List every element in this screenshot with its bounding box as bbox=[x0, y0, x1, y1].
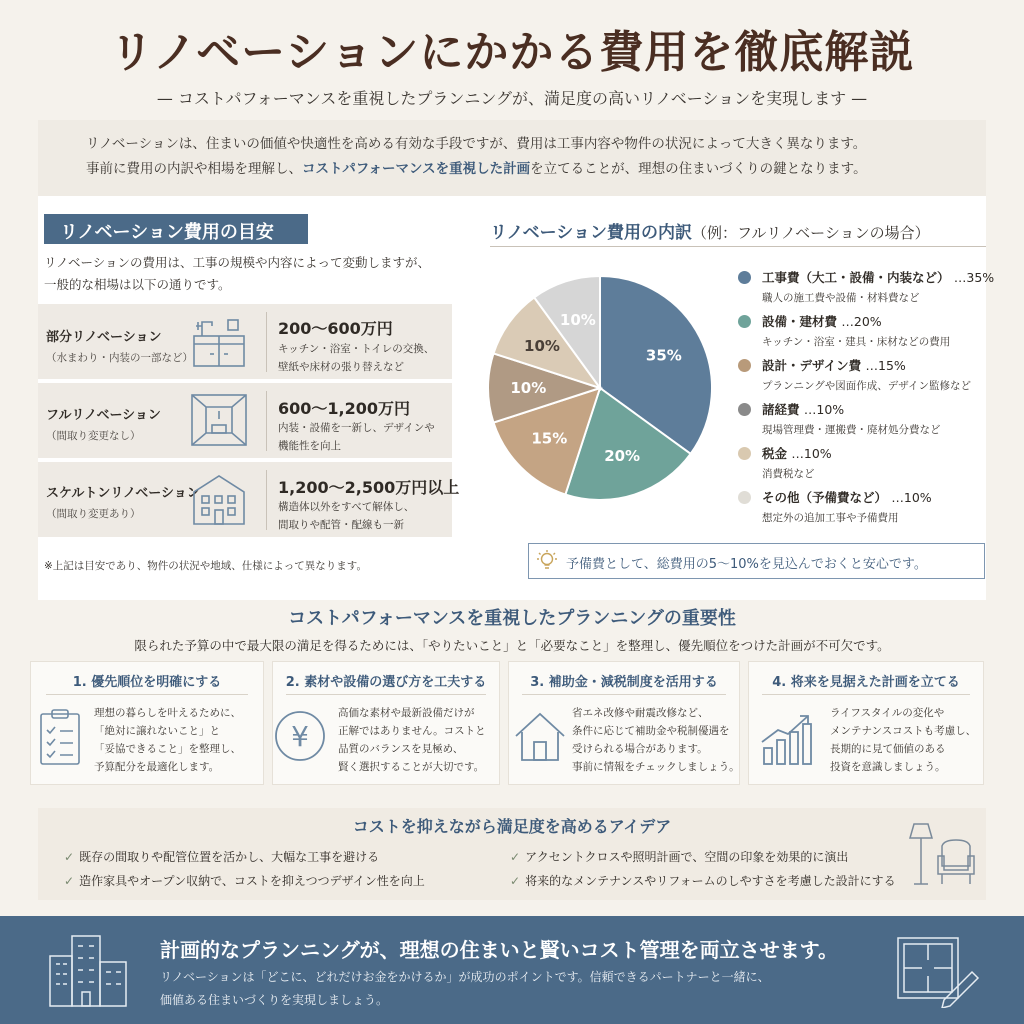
legend-dot bbox=[738, 447, 751, 460]
cost-guide-desc-line-2: 一般的な相場は以下の通りです。 bbox=[44, 277, 231, 292]
legend-dot bbox=[738, 403, 751, 416]
idea-item bbox=[64, 870, 425, 889]
idea-item bbox=[64, 846, 379, 865]
cost-row-desc-line-1: 構造体以外をすべて解体し、 bbox=[278, 501, 415, 513]
cost-row-divider bbox=[266, 391, 267, 451]
cost-row-divider bbox=[266, 312, 267, 372]
legend-item-sub: プランニングや図面作成、デザイン監修など bbox=[762, 380, 972, 392]
cost-row-desc-line-1: キッチン・浴室・トイレの交換、 bbox=[278, 343, 435, 355]
legend-item-name bbox=[762, 488, 932, 506]
page-title: リノベーションにかかる費用を徹底解説 bbox=[109, 27, 915, 78]
checklist-icon bbox=[38, 708, 82, 768]
check-icon: ✓ bbox=[510, 874, 521, 888]
pie-chart bbox=[482, 270, 718, 506]
legend-item-name bbox=[762, 356, 906, 374]
intro-line-2b: を立てることが、理想の住まいづくりの鍵となります。 bbox=[530, 161, 867, 177]
lamp-chair-icon bbox=[906, 822, 978, 888]
idea-text: 既存の間取りや配管位置を活かし、大幅な工事を避ける bbox=[79, 850, 380, 864]
yen-coin-icon bbox=[272, 708, 328, 764]
card-divider bbox=[286, 694, 486, 695]
legend-item-name bbox=[762, 268, 994, 286]
pie-label-5: 10% bbox=[559, 310, 596, 329]
footer-title: 計画的なプランニングが、理想の住まいと賢いコスト管理を両立させます。 bbox=[160, 938, 838, 962]
card-text-line: 事前に情報をチェックしましょう。 bbox=[572, 761, 740, 773]
house-icon bbox=[512, 708, 568, 764]
cost-row-note: （間取り変更あり） bbox=[46, 508, 141, 520]
card-text-line: 投資を意識しましょう。 bbox=[830, 761, 946, 773]
card-text-line: 正解ではありません。コストと bbox=[338, 725, 486, 737]
yen-symbol: ¥ bbox=[291, 720, 309, 753]
cost-row-desc-line-2: 機能性を向上 bbox=[278, 440, 341, 452]
card-text-line: 賢く選択することが大切です。 bbox=[338, 761, 485, 773]
growth-chart-icon bbox=[758, 708, 818, 768]
planning-title: コストパフォーマンスを重視したプランニングの重要性 bbox=[288, 608, 736, 629]
cost-guide-desc bbox=[44, 252, 454, 296]
card-divider bbox=[762, 694, 970, 695]
card-title: 1. 優先順位を明確にする bbox=[72, 675, 222, 690]
footer-text-line-1: リノベーションは「どこに、どれだけお金をかけるか」が成功のポイントです。信頼できるパートナーと一緒に、 bbox=[160, 970, 770, 984]
cost-guide-desc-line-1: リノベーションの費用は、工事の規模や内容によって変動しますが、 bbox=[44, 255, 431, 270]
legend-name: 設備・建材費 bbox=[762, 314, 838, 329]
page-subtitle: — コストパフォーマンスを重視したプランニングが、満足度の高いリノベーションを実現します — bbox=[156, 89, 868, 108]
legend-dot bbox=[738, 359, 751, 372]
card-divider bbox=[522, 694, 726, 695]
cost-row-name: 部分リノベーション bbox=[46, 330, 162, 345]
pie-label-2: 15% bbox=[531, 429, 568, 448]
legend-item-sub: 消費税など bbox=[762, 468, 815, 480]
card-text-line: 品質のバランスを見極め、 bbox=[338, 743, 464, 755]
intro-line-2a: 事前に費用の内訳や相場を理解し、 bbox=[86, 161, 302, 177]
cost-row-desc bbox=[278, 340, 434, 376]
idea-item bbox=[510, 846, 848, 865]
cost-row-name: スケルトンリノベーション bbox=[46, 486, 200, 501]
legend-name: 工事費（大工・設備・内装など） bbox=[762, 270, 950, 285]
card-text-line: 理想の暮らしを叶えるために、 bbox=[94, 707, 241, 719]
ideas-title: コストを抑えながら満足度を高めるアイデア bbox=[352, 817, 672, 836]
card-text-line: 「妥協できること」を整理し、 bbox=[94, 743, 241, 755]
cost-row-desc-line-2: 壁紙や床材の張り替えなど bbox=[278, 361, 404, 373]
legend-item-sub: キッチン・浴室・建具・床材などの費用 bbox=[762, 336, 951, 348]
legend-value: …10% bbox=[891, 490, 932, 505]
intro-line-2 bbox=[86, 157, 966, 182]
legend-dot bbox=[738, 271, 751, 284]
planning-desc: 限られた予算の中で最大限の満足を得るためには、「やりたいこと」と「必要なこと」を整理し、優先順位をつけた計画が不可欠です。 bbox=[134, 638, 890, 653]
legend-item-sub: 現場管理費・運搬費・廃材処分費など bbox=[762, 424, 941, 436]
legend-item-name bbox=[762, 312, 882, 330]
legend-name: 設計・デザイン費 bbox=[762, 358, 862, 373]
cost-row-desc-line-1: 内装・設備を一新し、デザインや bbox=[278, 422, 435, 434]
card-text-line: ライフスタイルの変化や bbox=[830, 707, 945, 719]
intro-highlight: コストパフォーマンスを重視した計画 bbox=[302, 161, 531, 177]
card-text-line: 長期的に見て価値のある bbox=[830, 743, 946, 755]
legend-item-sub: 想定外の追加工事や予備費用 bbox=[762, 512, 899, 524]
cost-row-name: フルリノベーション bbox=[46, 408, 161, 423]
cost-row-desc bbox=[278, 498, 414, 534]
lightbulb-icon bbox=[536, 549, 558, 573]
floor-plan-pencil-icon bbox=[894, 934, 980, 1008]
card-divider bbox=[46, 694, 248, 695]
tip-text: 予備費として、総費用の5〜10%を見込んでおくと安心です。 bbox=[566, 557, 927, 572]
idea-text: アクセントクロスや照明計画で、空間の印象を効果的に演出 bbox=[525, 850, 849, 864]
legend-value: …35% bbox=[953, 270, 995, 285]
card-title: 3. 補助金・減税制度を活用する bbox=[530, 675, 718, 690]
legend-name: 諸経費 bbox=[762, 402, 800, 417]
legend-dot bbox=[738, 491, 751, 504]
card-text bbox=[338, 704, 486, 776]
legend-value: …15% bbox=[865, 358, 906, 373]
cost-row-note: （水まわり・内装の一部など） bbox=[46, 352, 193, 364]
breakdown-title-note: （例：フルリノベーションの場合） bbox=[691, 224, 930, 242]
card-title: 2. 素材や設備の選び方を工夫する bbox=[285, 675, 487, 690]
legend-item-name bbox=[762, 444, 832, 462]
card-title: 4. 将来を見据えた計画を立てる bbox=[772, 675, 960, 690]
intro-box bbox=[38, 120, 986, 196]
cost-guide-footnote: ※上記は目安であり、物件の状況や地域、仕様によって異なります。 bbox=[44, 560, 367, 572]
breakdown-title-main: リノベーション費用の内訳 bbox=[490, 223, 692, 243]
cost-row-desc-line-2: 間取りや配管・配線も一新 bbox=[278, 519, 404, 531]
card-text-line: メンテナンスコストも考慮し、 bbox=[830, 725, 977, 737]
idea-text: 将来的なメンテナンスやリフォームのしやすさを考慮した設計にする bbox=[525, 874, 896, 888]
intro-line-1: リノベーションは、住まいの価値や快適性を高める有効な手段ですが、費用は工事内容や物件の状況によって大きく異なります。 bbox=[86, 136, 867, 152]
kitchen-icon bbox=[188, 310, 250, 372]
check-icon: ✓ bbox=[64, 850, 75, 864]
card-text-line: 予算配分を最適化します。 bbox=[94, 761, 220, 773]
buildings-icon bbox=[46, 932, 130, 1008]
idea-item bbox=[510, 870, 896, 889]
cost-row-price: 600〜1,200万円 bbox=[278, 399, 411, 418]
pie-label-1: 20% bbox=[604, 447, 641, 466]
card-text-line: 条件に応じて補助金や税制優遇を bbox=[572, 725, 730, 737]
footer-text-line-2: 価値ある住まいづくりを実現しましょう。 bbox=[160, 993, 389, 1007]
legend-value: …10% bbox=[803, 402, 845, 417]
cost-row-price: 1,200〜2,500万円以上 bbox=[278, 478, 460, 497]
legend-name: 税金 bbox=[762, 446, 788, 461]
pie-label-3: 10% bbox=[510, 379, 547, 397]
card-text bbox=[830, 704, 976, 776]
breakdown-title bbox=[490, 218, 930, 243]
room-interior-icon bbox=[188, 389, 250, 451]
pie-label-4: 10% bbox=[524, 336, 560, 355]
card-text-line: 受けられる場合があります。 bbox=[572, 743, 708, 755]
card-text-line: 「絶対に譲れないこと」と bbox=[94, 725, 220, 737]
legend-item-sub: 職人の施工費や設備・材料費など bbox=[762, 292, 920, 304]
card-text-line: 高価な素材や最新設備だけが bbox=[338, 707, 475, 719]
cost-row-note: （間取り変更なし） bbox=[46, 430, 141, 442]
building-icon bbox=[188, 468, 250, 530]
card-text-line: 省エネ改修や耐震改修など、 bbox=[572, 707, 709, 719]
cost-row-divider bbox=[266, 470, 267, 530]
pie-label-0: 35% bbox=[645, 346, 682, 365]
idea-text: 造作家具やオープン収納で、コストを抑えつつデザイン性を向上 bbox=[79, 874, 425, 888]
card-text bbox=[572, 704, 740, 776]
footer-text bbox=[160, 966, 890, 1012]
cost-row-price: 200〜600万円 bbox=[278, 319, 393, 338]
breakdown-divider bbox=[490, 246, 986, 247]
legend-value: …20% bbox=[841, 314, 882, 329]
legend-value: …10% bbox=[791, 446, 832, 461]
check-icon: ✓ bbox=[510, 850, 521, 864]
card-text bbox=[94, 704, 241, 776]
cost-guide-title: リノベーション費用の目安 bbox=[44, 214, 308, 244]
legend-name: その他（予備費など） bbox=[762, 490, 888, 505]
cost-row-desc bbox=[278, 419, 435, 455]
check-icon: ✓ bbox=[64, 874, 75, 888]
legend-item-name bbox=[762, 400, 844, 418]
legend-dot bbox=[738, 315, 751, 328]
